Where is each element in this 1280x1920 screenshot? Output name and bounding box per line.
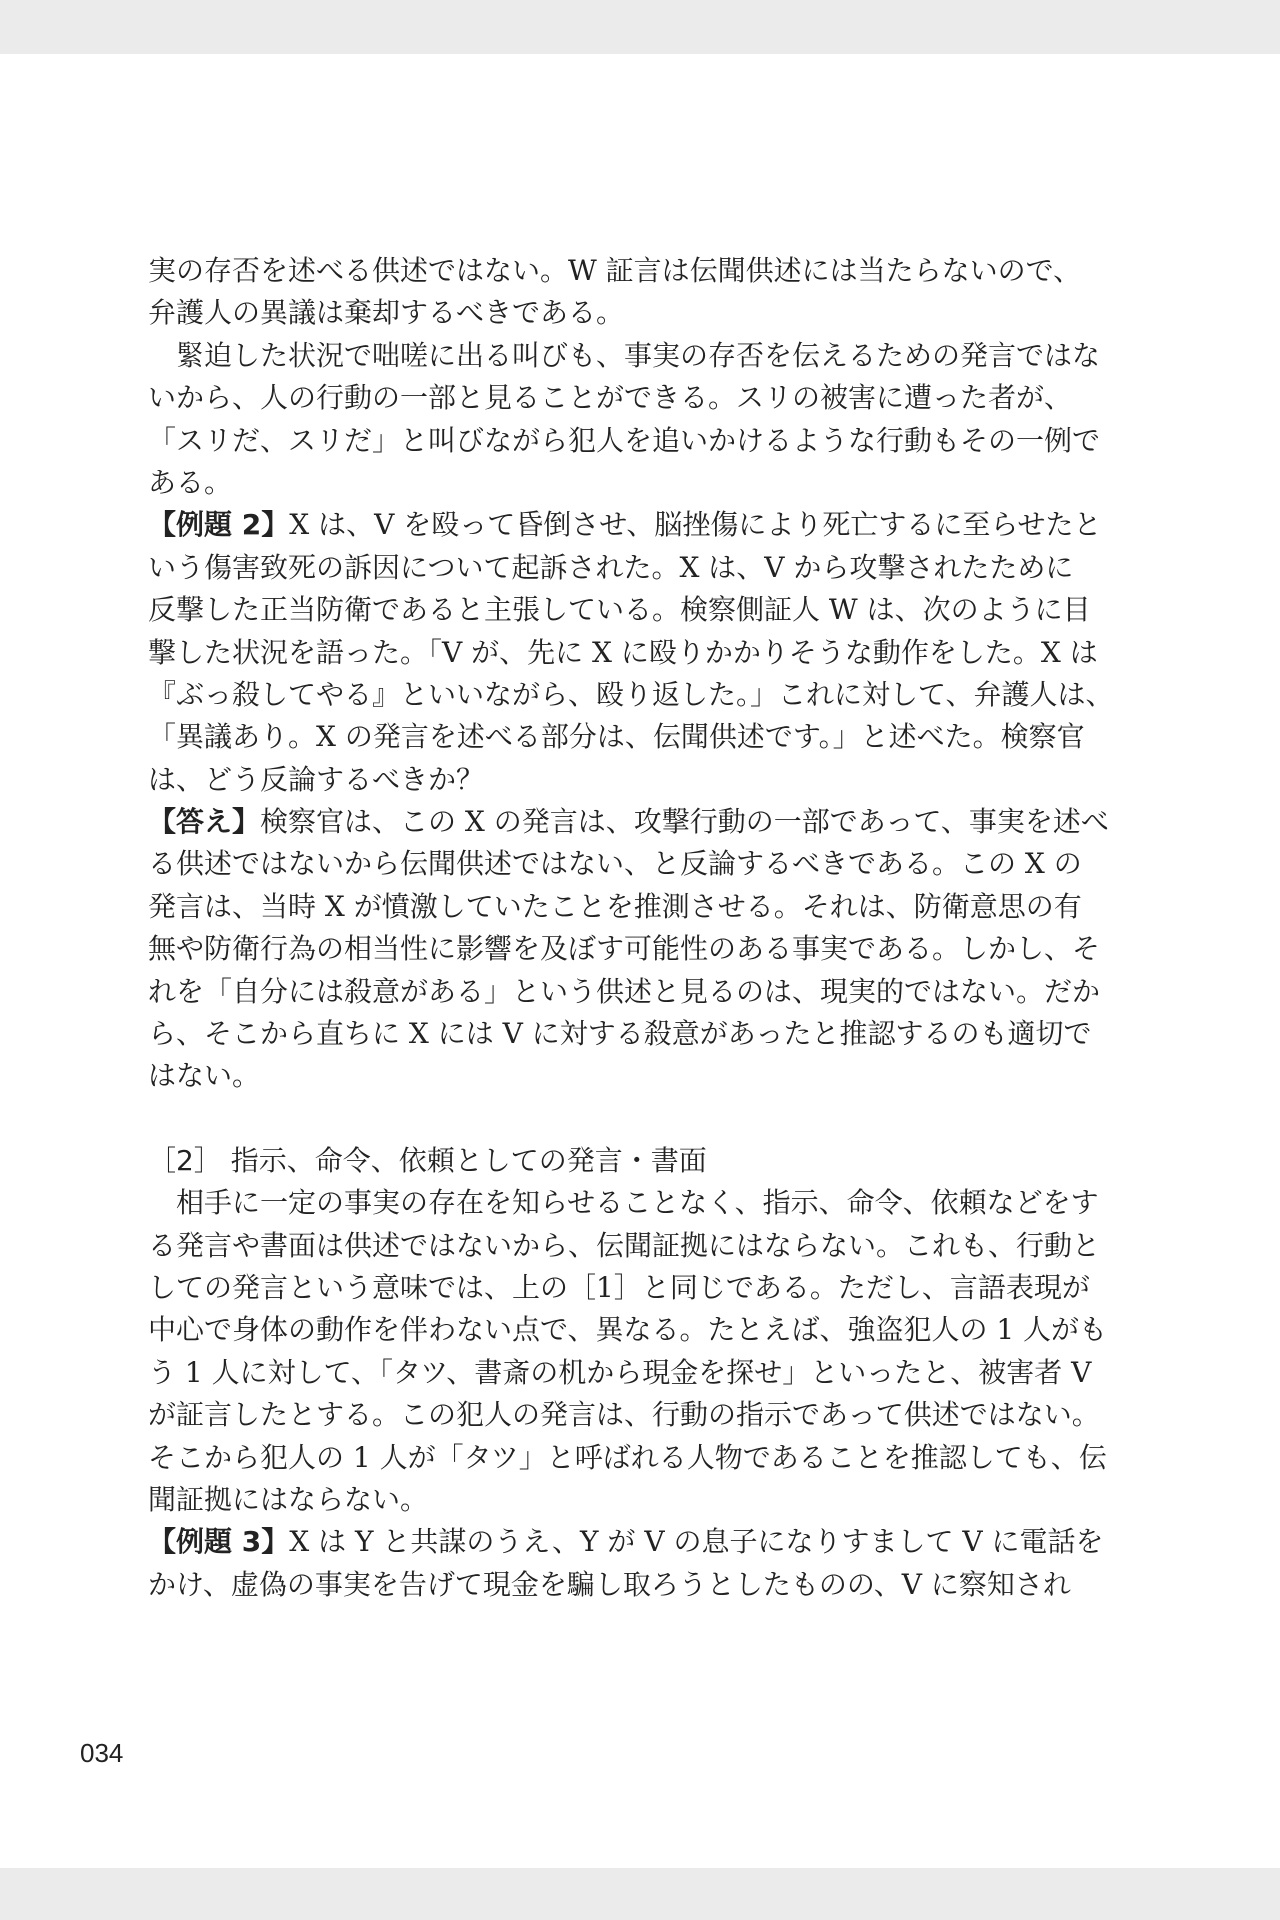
text-line: 弁護人の異議は棄却するべきである。	[148, 296, 625, 330]
example-3-first-line	[148, 1521, 1110, 1563]
text-line: が証言したとする。この犯人の発言は、行動の指示であって供述ではない。	[148, 1398, 1100, 1432]
example-2-label: 【例題 2】	[148, 508, 290, 542]
viewer-bottom-margin	[0, 1868, 1280, 1920]
text-line: は、どう反論するべきか？	[148, 762, 485, 796]
text-line: ら、そこから直ちに X には V に対する殺意があったと推認するのも適切で	[148, 1017, 1092, 1051]
text-line: 無や防衛行為の相当性に影響を及ぼす可能性のある事実である。しかし、そ	[148, 932, 1101, 966]
text-line: る供述ではないから伝聞供述ではない、と反論するべきである。この X の	[148, 847, 1082, 881]
text-line: 中心で身体の動作を伴わない点で、異なる。たとえば、強盗犯人の 1 人がも	[148, 1313, 1108, 1347]
text-line: 「スリだ、スリだ」と叫びながら犯人を追いかけるような行動もその一例で	[148, 423, 1101, 457]
answer-text: 検察官は、この X の発言は、攻撃行動の一部であって、事実を述べ	[260, 805, 1109, 839]
text-line: 撃した状況を語った。「V が、先に X に殴りかかりそうな動作をした。X は	[148, 635, 1098, 669]
text-line: う 1 人に対して、「タツ、書斎の机から現金を探せ」といったと、被害者 V	[148, 1355, 1092, 1389]
text-line: かけ、虚偽の事実を告げて現金を騙し取ろうとしたものの、V に察知され	[148, 1567, 1071, 1601]
text-line: そこから犯人の 1 人が「タツ」と呼ばれる人物であることを推認しても、伝	[148, 1440, 1107, 1474]
example-3-text: X は Y と共謀のうえ、Y が V の息子になりすまして V に電話を	[289, 1525, 1104, 1559]
text-line: る発言や書面は供述ではないから、伝聞証拠にはならない。これも、行動と	[148, 1228, 1101, 1262]
text-line: はない。	[148, 1059, 261, 1093]
text-line: 実の存否を述べる供述ではない。W 証言は伝聞供述には当たらないので、	[148, 254, 1082, 287]
text-line: 反撃した正当防衛であると主張している。検察側証人 W は、次のように目	[148, 593, 1091, 627]
paragraph-start: 相手に一定の事実の存在を知らせることなく、指示、命令、依頼などをす	[176, 1186, 1099, 1220]
page-number: 034	[80, 1738, 124, 1768]
example-2-first-line	[148, 504, 1110, 546]
example-2-text: X は、V を殴って昏倒させ、脳挫傷により死亡するに至らせたと	[289, 508, 1102, 542]
text-line: いう傷害致死の訴因について起訴された。X は、V から攻撃されたために	[148, 550, 1074, 584]
text-line: 聞証拠にはならない。	[148, 1482, 429, 1516]
text-line: 発言は、当時 X が憤激していたことを推測させる。それは、防衛意思の有	[148, 889, 1082, 923]
book-page	[0, 54, 1280, 1868]
body-text	[148, 250, 1114, 1606]
paragraph-start: 緊迫した状況で咄嗟に出る叫びも、事実の存否を伝えるための発言ではな	[176, 338, 1101, 372]
text-line: れを「自分には殺意がある」という供述と見るのは、現実的ではない。だか	[148, 974, 1101, 1008]
section-heading: ［2］ 指示、命令、依頼としての発言・書面	[148, 1143, 707, 1177]
text-line: ある。	[148, 465, 233, 499]
text-line: 「異議あり。X の発言を述べる部分は、伝聞供述です。」と述べた。検察官	[148, 720, 1085, 754]
example-3-label: 【例題 3】	[148, 1525, 290, 1559]
text-line: しての発言という意味では、上の［1］と同じである。ただし、言語表現が	[148, 1270, 1090, 1304]
answer-first-line	[148, 801, 1110, 843]
answer-label: 【答え】	[148, 805, 261, 839]
viewer-top-margin	[0, 0, 1280, 54]
text-line: いから、人の行動の一部と見ることができる。スリの被害に遭った者が、	[148, 381, 1073, 415]
text-line: 『ぶっ殺してやる』といいながら、殴り返した。」これに対して、弁護人は、	[148, 677, 1114, 711]
